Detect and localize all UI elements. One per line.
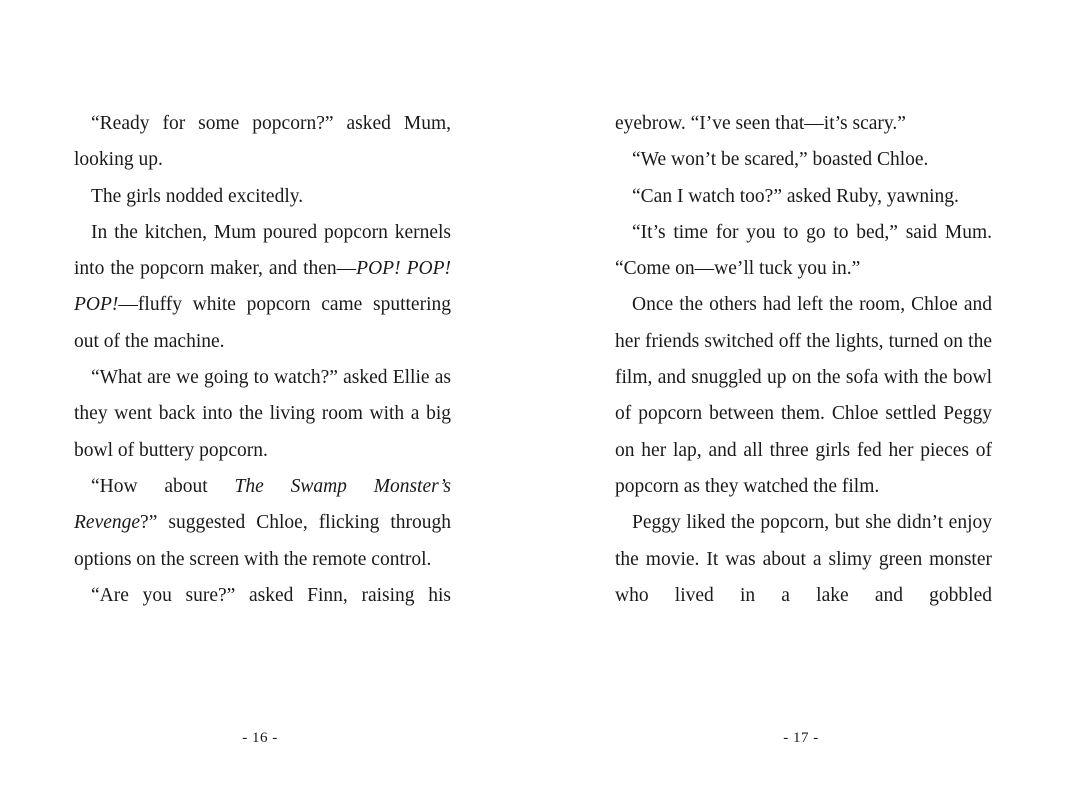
paragraph-text: ?” suggested Chloe, flicking through options on the screen with the remote control. [74, 512, 451, 570]
paragraph: eyebrow. “I’ve seen that—it’s scary.” [615, 113, 906, 134]
paragraph: The girls nodded excitedly. [91, 185, 304, 207]
paragraph: “We won’t be scared,” boasted Chloe. [632, 149, 929, 171]
paragraph-text: —fluffy white popcorn came sputtering out of the machine. [74, 294, 451, 352]
paragraph-text: In the kitchen, Mum poured popcorn kernels into the popcorn maker, and then— [74, 221, 451, 280]
paragraph [74, 215, 451, 360]
paragraph: “What are we going to watch?” asked Ellie as they went back into the living room with a big bowl of buttery popcorn. [74, 367, 451, 461]
paragraph: Peggy liked the popcorn, but she didn’t enjoy the movie. It was about a slimy green monster who lived in a lake and gobbled [615, 512, 992, 606]
paragraph: “Ready for some popcorn?” asked Mum, looking up. [74, 113, 451, 171]
italic-sound-effect: POP! POP! POP! [74, 258, 451, 316]
italic-film-title: The Swamp Monster’s Revenge [74, 475, 451, 534]
paragraph: “Can I watch too?” asked Ruby, yawning. [632, 185, 959, 207]
paragraph-text: “How about [91, 475, 235, 497]
page-number-right: - 17 - [783, 730, 819, 746]
right-page [615, 106, 992, 614]
paragraph [74, 469, 451, 578]
page-number-left: - 16 - [242, 730, 278, 746]
paragraph: “It’s time for you to go to bed,” said Mum. “Come on—we’ll tuck you in.” [615, 221, 992, 280]
paragraph: Once the others had left the room, Chloe and her friends switched off the lights, turned on the film, and snuggled up on the sofa with the bowl of popcorn between them. Chloe settled Peggy on her lap, and all three girls fed her pieces of popcorn as they watched the film. [615, 294, 992, 497]
paragraph: “Are you sure?” asked Finn, raising his [91, 584, 451, 606]
left-page [74, 106, 451, 614]
